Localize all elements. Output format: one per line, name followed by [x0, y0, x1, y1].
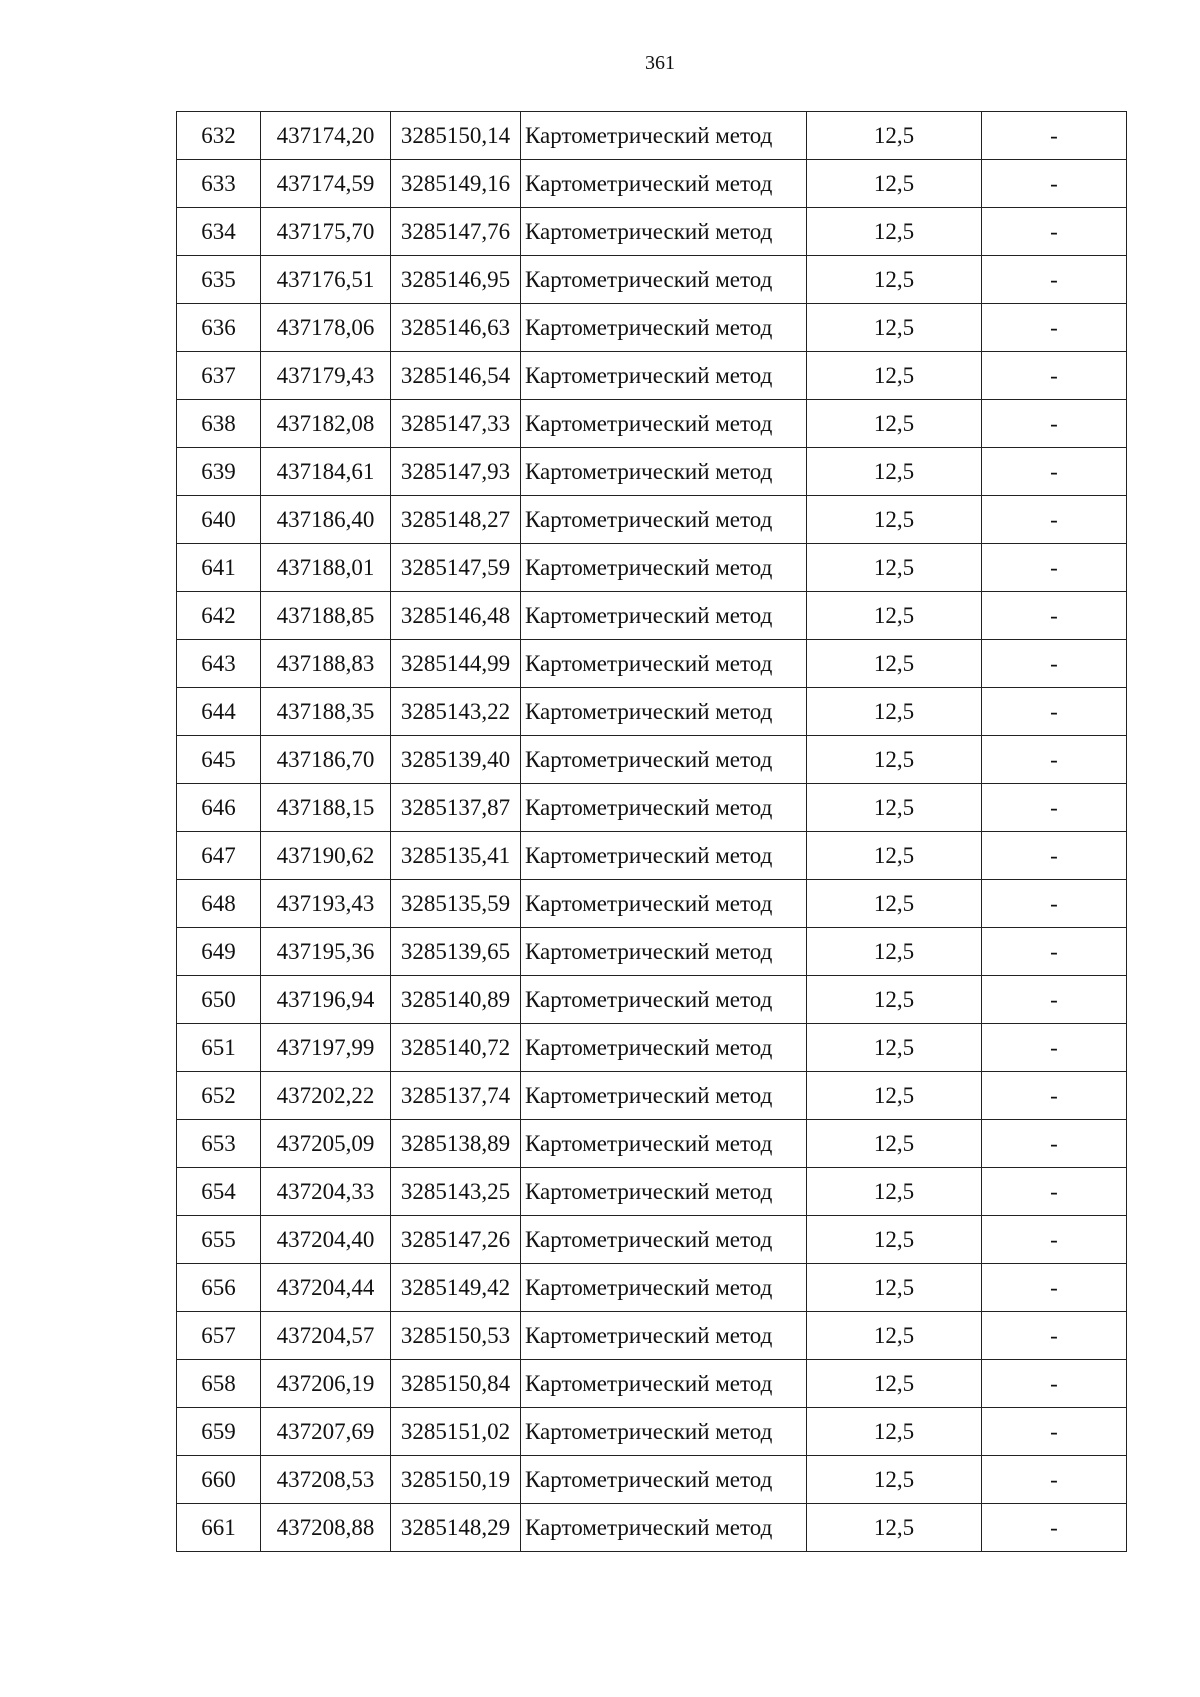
- accuracy-cell: 12,5: [807, 208, 982, 256]
- table-row: [177, 832, 1127, 880]
- table-row: [177, 736, 1127, 784]
- accuracy-cell: 12,5: [807, 160, 982, 208]
- y-coordinate-cell: 3285143,25: [391, 1168, 521, 1216]
- y-coordinate-cell: 3285148,29: [391, 1504, 521, 1552]
- accuracy-cell: 12,5: [807, 400, 982, 448]
- accuracy-cell: 12,5: [807, 1408, 982, 1456]
- description-cell: -: [982, 112, 1127, 160]
- description-cell: -: [982, 1168, 1127, 1216]
- description-cell: -: [982, 880, 1127, 928]
- point-number-cell: 642: [177, 592, 261, 640]
- table-row: [177, 112, 1127, 160]
- table-row: [177, 688, 1127, 736]
- table-row: [177, 928, 1127, 976]
- y-coordinate-cell: 3285147,93: [391, 448, 521, 496]
- y-coordinate-cell: 3285150,14: [391, 112, 521, 160]
- point-number-cell: 648: [177, 880, 261, 928]
- method-cell: Картометрический метод: [521, 1264, 807, 1312]
- x-coordinate-cell: 437196,94: [261, 976, 391, 1024]
- description-cell: -: [982, 352, 1127, 400]
- table-row: [177, 400, 1127, 448]
- accuracy-cell: 12,5: [807, 1264, 982, 1312]
- method-cell: Картометрический метод: [521, 448, 807, 496]
- y-coordinate-cell: 3285137,87: [391, 784, 521, 832]
- method-cell: Картометрический метод: [521, 496, 807, 544]
- accuracy-cell: 12,5: [807, 1168, 982, 1216]
- x-coordinate-cell: 437186,70: [261, 736, 391, 784]
- accuracy-cell: 12,5: [807, 544, 982, 592]
- x-coordinate-cell: 437207,69: [261, 1408, 391, 1456]
- description-cell: -: [982, 1120, 1127, 1168]
- method-cell: Картометрический метод: [521, 1408, 807, 1456]
- description-cell: -: [982, 304, 1127, 352]
- y-coordinate-cell: 3285135,41: [391, 832, 521, 880]
- point-number-cell: 660: [177, 1456, 261, 1504]
- method-cell: Картометрический метод: [521, 1072, 807, 1120]
- description-cell: -: [982, 1264, 1127, 1312]
- description-cell: -: [982, 1360, 1127, 1408]
- table-row: [177, 1264, 1127, 1312]
- table-row: [177, 1312, 1127, 1360]
- description-cell: -: [982, 976, 1127, 1024]
- description-cell: -: [982, 256, 1127, 304]
- method-cell: Картометрический метод: [521, 736, 807, 784]
- method-cell: Картометрический метод: [521, 1312, 807, 1360]
- point-number-cell: 634: [177, 208, 261, 256]
- description-cell: -: [982, 1504, 1127, 1552]
- table-row: [177, 496, 1127, 544]
- method-cell: Картометрический метод: [521, 880, 807, 928]
- y-coordinate-cell: 3285140,72: [391, 1024, 521, 1072]
- point-number-cell: 640: [177, 496, 261, 544]
- x-coordinate-cell: 437204,57: [261, 1312, 391, 1360]
- accuracy-cell: 12,5: [807, 304, 982, 352]
- point-number-cell: 641: [177, 544, 261, 592]
- method-cell: Картометрический метод: [521, 1120, 807, 1168]
- accuracy-cell: 12,5: [807, 1504, 982, 1552]
- point-number-cell: 654: [177, 1168, 261, 1216]
- accuracy-cell: 12,5: [807, 256, 982, 304]
- y-coordinate-cell: 3285140,89: [391, 976, 521, 1024]
- table-row: [177, 1216, 1127, 1264]
- method-cell: Картометрический метод: [521, 640, 807, 688]
- y-coordinate-cell: 3285149,42: [391, 1264, 521, 1312]
- description-cell: -: [982, 640, 1127, 688]
- description-cell: -: [982, 1024, 1127, 1072]
- table-row: [177, 1456, 1127, 1504]
- x-coordinate-cell: 437175,70: [261, 208, 391, 256]
- method-cell: Картометрический метод: [521, 832, 807, 880]
- description-cell: -: [982, 1408, 1127, 1456]
- x-coordinate-cell: 437188,01: [261, 544, 391, 592]
- x-coordinate-cell: 437174,59: [261, 160, 391, 208]
- y-coordinate-cell: 3285147,76: [391, 208, 521, 256]
- description-cell: -: [982, 784, 1127, 832]
- accuracy-cell: 12,5: [807, 496, 982, 544]
- x-coordinate-cell: 437188,85: [261, 592, 391, 640]
- page-number: 361: [645, 52, 675, 74]
- table-row: [177, 1024, 1127, 1072]
- point-number-cell: 644: [177, 688, 261, 736]
- method-cell: Картометрический метод: [521, 544, 807, 592]
- point-number-cell: 643: [177, 640, 261, 688]
- y-coordinate-cell: 3285148,27: [391, 496, 521, 544]
- accuracy-cell: 12,5: [807, 1024, 982, 1072]
- y-coordinate-cell: 3285150,84: [391, 1360, 521, 1408]
- point-number-cell: 647: [177, 832, 261, 880]
- x-coordinate-cell: 437193,43: [261, 880, 391, 928]
- table-body: [177, 112, 1127, 1552]
- description-cell: -: [982, 688, 1127, 736]
- description-cell: -: [982, 208, 1127, 256]
- description-cell: -: [982, 496, 1127, 544]
- point-number-cell: 655: [177, 1216, 261, 1264]
- y-coordinate-cell: 3285139,65: [391, 928, 521, 976]
- y-coordinate-cell: 3285151,02: [391, 1408, 521, 1456]
- description-cell: -: [982, 448, 1127, 496]
- method-cell: Картометрический метод: [521, 592, 807, 640]
- point-number-cell: 646: [177, 784, 261, 832]
- method-cell: Картометрический метод: [521, 1504, 807, 1552]
- method-cell: Картометрический метод: [521, 1168, 807, 1216]
- description-cell: -: [982, 1312, 1127, 1360]
- accuracy-cell: 12,5: [807, 592, 982, 640]
- x-coordinate-cell: 437176,51: [261, 256, 391, 304]
- y-coordinate-cell: 3285150,53: [391, 1312, 521, 1360]
- accuracy-cell: 12,5: [807, 1072, 982, 1120]
- description-cell: -: [982, 544, 1127, 592]
- accuracy-cell: 12,5: [807, 640, 982, 688]
- accuracy-cell: 12,5: [807, 784, 982, 832]
- y-coordinate-cell: 3285147,33: [391, 400, 521, 448]
- table-row: [177, 1504, 1127, 1552]
- x-coordinate-cell: 437204,44: [261, 1264, 391, 1312]
- accuracy-cell: 12,5: [807, 352, 982, 400]
- accuracy-cell: 12,5: [807, 1360, 982, 1408]
- x-coordinate-cell: 437174,20: [261, 112, 391, 160]
- x-coordinate-cell: 437195,36: [261, 928, 391, 976]
- table-row: [177, 640, 1127, 688]
- x-coordinate-cell: 437178,06: [261, 304, 391, 352]
- x-coordinate-cell: 437188,35: [261, 688, 391, 736]
- method-cell: Картометрический метод: [521, 928, 807, 976]
- point-number-cell: 638: [177, 400, 261, 448]
- table-row: [177, 1168, 1127, 1216]
- accuracy-cell: 12,5: [807, 1216, 982, 1264]
- table-row: [177, 976, 1127, 1024]
- y-coordinate-cell: 3285150,19: [391, 1456, 521, 1504]
- accuracy-cell: 12,5: [807, 736, 982, 784]
- table-row: [177, 208, 1127, 256]
- point-number-cell: 661: [177, 1504, 261, 1552]
- point-number-cell: 653: [177, 1120, 261, 1168]
- point-number-cell: 659: [177, 1408, 261, 1456]
- x-coordinate-cell: 437204,33: [261, 1168, 391, 1216]
- y-coordinate-cell: 3285146,63: [391, 304, 521, 352]
- y-coordinate-cell: 3285147,59: [391, 544, 521, 592]
- y-coordinate-cell: 3285146,48: [391, 592, 521, 640]
- accuracy-cell: 12,5: [807, 880, 982, 928]
- point-number-cell: 651: [177, 1024, 261, 1072]
- y-coordinate-cell: 3285146,54: [391, 352, 521, 400]
- accuracy-cell: 12,5: [807, 1312, 982, 1360]
- point-number-cell: 632: [177, 112, 261, 160]
- table-row: [177, 304, 1127, 352]
- point-number-cell: 649: [177, 928, 261, 976]
- description-cell: -: [982, 832, 1127, 880]
- accuracy-cell: 12,5: [807, 976, 982, 1024]
- y-coordinate-cell: 3285146,95: [391, 256, 521, 304]
- y-coordinate-cell: 3285147,26: [391, 1216, 521, 1264]
- x-coordinate-cell: 437182,08: [261, 400, 391, 448]
- point-number-cell: 658: [177, 1360, 261, 1408]
- x-coordinate-cell: 437186,40: [261, 496, 391, 544]
- table-row: [177, 352, 1127, 400]
- point-number-cell: 652: [177, 1072, 261, 1120]
- table-row: [177, 1072, 1127, 1120]
- x-coordinate-cell: 437206,19: [261, 1360, 391, 1408]
- accuracy-cell: 12,5: [807, 688, 982, 736]
- accuracy-cell: 12,5: [807, 448, 982, 496]
- accuracy-cell: 12,5: [807, 1120, 982, 1168]
- table-row: [177, 256, 1127, 304]
- x-coordinate-cell: 437188,15: [261, 784, 391, 832]
- y-coordinate-cell: 3285144,99: [391, 640, 521, 688]
- table-row: [177, 784, 1127, 832]
- y-coordinate-cell: 3285137,74: [391, 1072, 521, 1120]
- description-cell: -: [982, 592, 1127, 640]
- x-coordinate-cell: 437204,40: [261, 1216, 391, 1264]
- method-cell: Картометрический метод: [521, 1216, 807, 1264]
- table-row: [177, 880, 1127, 928]
- x-coordinate-cell: 437205,09: [261, 1120, 391, 1168]
- x-coordinate-cell: 437184,61: [261, 448, 391, 496]
- point-number-cell: 650: [177, 976, 261, 1024]
- accuracy-cell: 12,5: [807, 832, 982, 880]
- method-cell: Картометрический метод: [521, 352, 807, 400]
- method-cell: Картометрический метод: [521, 208, 807, 256]
- method-cell: Картометрический метод: [521, 160, 807, 208]
- table-row: [177, 592, 1127, 640]
- point-number-cell: 656: [177, 1264, 261, 1312]
- x-coordinate-cell: 437202,22: [261, 1072, 391, 1120]
- point-number-cell: 637: [177, 352, 261, 400]
- point-number-cell: 657: [177, 1312, 261, 1360]
- x-coordinate-cell: 437188,83: [261, 640, 391, 688]
- description-cell: -: [982, 1456, 1127, 1504]
- method-cell: Картометрический метод: [521, 304, 807, 352]
- point-number-cell: 639: [177, 448, 261, 496]
- table-row: [177, 1120, 1127, 1168]
- y-coordinate-cell: 3285143,22: [391, 688, 521, 736]
- y-coordinate-cell: 3285139,40: [391, 736, 521, 784]
- x-coordinate-cell: 437197,99: [261, 1024, 391, 1072]
- table-row: [177, 160, 1127, 208]
- method-cell: Картометрический метод: [521, 1456, 807, 1504]
- table-row: [177, 448, 1127, 496]
- x-coordinate-cell: 437208,88: [261, 1504, 391, 1552]
- point-number-cell: 645: [177, 736, 261, 784]
- method-cell: Картометрический метод: [521, 112, 807, 160]
- y-coordinate-cell: 3285149,16: [391, 160, 521, 208]
- x-coordinate-cell: 437190,62: [261, 832, 391, 880]
- point-number-cell: 633: [177, 160, 261, 208]
- description-cell: -: [982, 1072, 1127, 1120]
- description-cell: -: [982, 928, 1127, 976]
- coordinates-table: [176, 111, 1127, 1552]
- method-cell: Картометрический метод: [521, 688, 807, 736]
- description-cell: -: [982, 736, 1127, 784]
- y-coordinate-cell: 3285138,89: [391, 1120, 521, 1168]
- description-cell: -: [982, 160, 1127, 208]
- table-row: [177, 1360, 1127, 1408]
- y-coordinate-cell: 3285135,59: [391, 880, 521, 928]
- method-cell: Картометрический метод: [521, 784, 807, 832]
- accuracy-cell: 12,5: [807, 1456, 982, 1504]
- point-number-cell: 635: [177, 256, 261, 304]
- description-cell: -: [982, 400, 1127, 448]
- accuracy-cell: 12,5: [807, 928, 982, 976]
- method-cell: Картометрический метод: [521, 1024, 807, 1072]
- accuracy-cell: 12,5: [807, 112, 982, 160]
- x-coordinate-cell: 437179,43: [261, 352, 391, 400]
- x-coordinate-cell: 437208,53: [261, 1456, 391, 1504]
- description-cell: -: [982, 1216, 1127, 1264]
- method-cell: Картометрический метод: [521, 400, 807, 448]
- method-cell: Картометрический метод: [521, 256, 807, 304]
- table-row: [177, 1408, 1127, 1456]
- method-cell: Картометрический метод: [521, 1360, 807, 1408]
- point-number-cell: 636: [177, 304, 261, 352]
- table-row: [177, 544, 1127, 592]
- method-cell: Картометрический метод: [521, 976, 807, 1024]
